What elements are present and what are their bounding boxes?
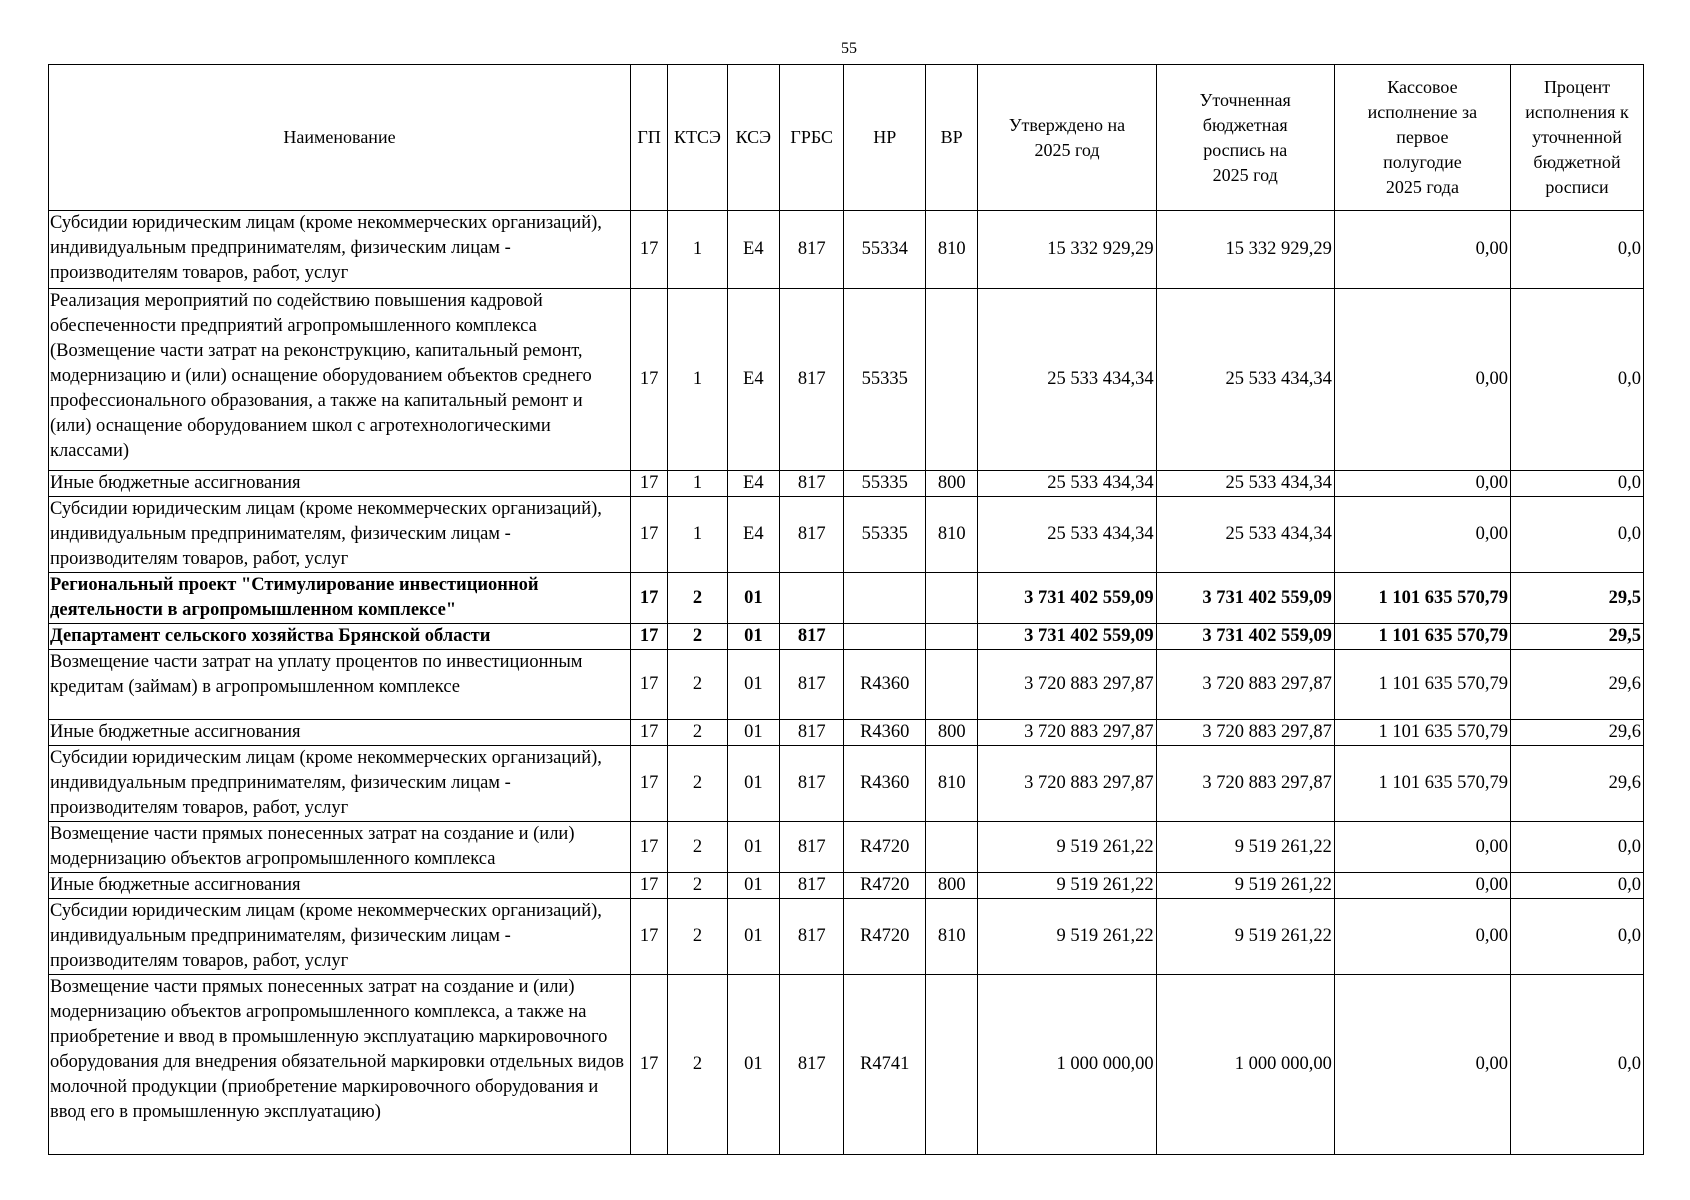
cell-cash: 0,00	[1334, 211, 1510, 289]
cell-kse: 01	[727, 899, 779, 975]
cell-vr: 810	[926, 497, 978, 573]
cell-percent: 0,0	[1511, 899, 1644, 975]
header-kse: КСЭ	[727, 65, 779, 211]
cell-name: Возмещение части прямых понесенных затрат на создание и (или) модернизацию объектов агропромышленного комплекса, а также на приобретение и ввод в промышленную эксплуатацию маркировочного оборудования для внедрения обязательной маркировки отдельных видов молочной продукции (приобретение маркировочного оборудования и ввод его в промышленную эксплуатацию)	[49, 975, 631, 1155]
cell-percent: 0,0	[1511, 497, 1644, 573]
cell-refined: 25 533 434,34	[1156, 497, 1334, 573]
cell-ktse: 2	[668, 624, 727, 650]
cell-vr: 800	[926, 471, 978, 497]
cell-nr: R4360	[844, 746, 926, 822]
table-row	[49, 975, 1644, 1155]
cell-kse: 01	[727, 746, 779, 822]
cell-cash: 0,00	[1334, 289, 1510, 471]
cell-approved: 3 720 883 297,87	[978, 720, 1156, 746]
cell-gp: 17	[631, 573, 668, 624]
cell-gp: 17	[631, 873, 668, 899]
cell-cash: 0,00	[1334, 471, 1510, 497]
cell-gp: 17	[631, 975, 668, 1155]
budget-table	[48, 64, 1644, 1155]
cell-vr: 810	[926, 746, 978, 822]
cell-nr: R4720	[844, 899, 926, 975]
cell-vr: 810	[926, 211, 978, 289]
cell-grbs: 817	[780, 289, 844, 471]
cell-cash: 0,00	[1334, 873, 1510, 899]
cell-name: Региональный проект "Стимулирование инвестиционной деятельности в агропромышленном комплексе"	[49, 573, 631, 624]
header-name: Наименование	[49, 65, 631, 211]
cell-kse: 01	[727, 720, 779, 746]
cell-ktse: 1	[668, 289, 727, 471]
cell-approved: 15 332 929,29	[978, 211, 1156, 289]
cell-refined: 3 720 883 297,87	[1156, 720, 1334, 746]
cell-gp: 17	[631, 211, 668, 289]
cell-kse: Е4	[727, 471, 779, 497]
table-row	[49, 497, 1644, 573]
cell-cash: 1 101 635 570,79	[1334, 624, 1510, 650]
cell-approved: 9 519 261,22	[978, 873, 1156, 899]
cell-kse: 01	[727, 573, 779, 624]
header-refined: Уточненная бюджетная роспись на 2025 год	[1156, 65, 1334, 211]
cell-approved: 3 720 883 297,87	[978, 746, 1156, 822]
cell-kse: 01	[727, 822, 779, 873]
cell-nr: R4741	[844, 975, 926, 1155]
table-row	[49, 720, 1644, 746]
cell-refined: 9 519 261,22	[1156, 899, 1334, 975]
cell-kse: 01	[727, 650, 779, 720]
cell-vr: 810	[926, 899, 978, 975]
cell-nr: R4360	[844, 650, 926, 720]
cell-nr: 55335	[844, 471, 926, 497]
cell-refined: 9 519 261,22	[1156, 873, 1334, 899]
header-approved: Утверждено на 2025 год	[978, 65, 1156, 211]
cell-ktse: 1	[668, 471, 727, 497]
cell-nr: 55335	[844, 497, 926, 573]
header-nr: НР	[844, 65, 926, 211]
cell-percent: 29,6	[1511, 746, 1644, 822]
cell-percent: 29,5	[1511, 624, 1644, 650]
cell-name: Департамент сельского хозяйства Брянской области	[49, 624, 631, 650]
cell-ktse: 1	[668, 211, 727, 289]
cell-name: Субсидии юридическим лицам (кроме некоммерческих организаций), индивидуальным предпринимателям, физическим лицам - производителям товаров, работ, услуг	[49, 899, 631, 975]
cell-refined: 9 519 261,22	[1156, 822, 1334, 873]
cell-approved: 3 731 402 559,09	[978, 573, 1156, 624]
cell-ktse: 2	[668, 899, 727, 975]
cell-gp: 17	[631, 650, 668, 720]
cell-grbs: 817	[780, 650, 844, 720]
cell-ktse: 2	[668, 975, 727, 1155]
cell-refined: 15 332 929,29	[1156, 211, 1334, 289]
cell-name: Возмещение части прямых понесенных затрат на создание и (или) модернизацию объектов агропромышленного комплекса	[49, 822, 631, 873]
cell-nr: R4720	[844, 822, 926, 873]
cell-refined: 25 533 434,34	[1156, 471, 1334, 497]
cell-gp: 17	[631, 720, 668, 746]
cell-name: Субсидии юридическим лицам (кроме некоммерческих организаций), индивидуальным предпринимателям, физическим лицам - производителям товаров, работ, услуг	[49, 211, 631, 289]
cell-percent: 0,0	[1511, 873, 1644, 899]
cell-cash: 1 101 635 570,79	[1334, 746, 1510, 822]
cell-approved: 25 533 434,34	[978, 471, 1156, 497]
cell-grbs: 817	[780, 471, 844, 497]
cell-refined: 3 720 883 297,87	[1156, 746, 1334, 822]
cell-approved: 9 519 261,22	[978, 822, 1156, 873]
cell-percent: 0,0	[1511, 289, 1644, 471]
cell-name: Субсидии юридическим лицам (кроме некоммерческих организаций), индивидуальным предпринимателям, физическим лицам - производителям товаров, работ, услуг	[49, 746, 631, 822]
table-row	[49, 211, 1644, 289]
page-number: 55	[841, 40, 857, 57]
cell-percent: 0,0	[1511, 822, 1644, 873]
cell-percent: 29,6	[1511, 720, 1644, 746]
header-percent: Процент исполнения к уточненной бюджетной росписи	[1511, 65, 1644, 211]
cell-vr	[926, 975, 978, 1155]
table-row	[49, 873, 1644, 899]
cell-grbs: 817	[780, 975, 844, 1155]
cell-ktse: 1	[668, 497, 727, 573]
header-cash: Кассовое исполнение за первое полугодие 2025 года	[1334, 65, 1510, 211]
cell-gp: 17	[631, 822, 668, 873]
table-row	[49, 573, 1644, 624]
cell-ktse: 2	[668, 650, 727, 720]
cell-gp: 17	[631, 289, 668, 471]
cell-vr	[926, 289, 978, 471]
cell-grbs: 817	[780, 746, 844, 822]
cell-kse: Е4	[727, 497, 779, 573]
cell-gp: 17	[631, 497, 668, 573]
cell-name: Субсидии юридическим лицам (кроме некоммерческих организаций), индивидуальным предпринимателям, физическим лицам - производителям товаров, работ, услуг	[49, 497, 631, 573]
cell-cash: 1 101 635 570,79	[1334, 720, 1510, 746]
cell-cash: 1 101 635 570,79	[1334, 650, 1510, 720]
cell-percent: 0,0	[1511, 211, 1644, 289]
cell-approved: 25 533 434,34	[978, 497, 1156, 573]
table-row	[49, 650, 1644, 720]
cell-name: Возмещение части затрат на уплату процентов по инвестиционным кредитам (займам) в агропромышленном комплексе	[49, 650, 631, 720]
cell-nr: R4720	[844, 873, 926, 899]
cell-refined: 1 000 000,00	[1156, 975, 1334, 1155]
cell-nr: 55334	[844, 211, 926, 289]
cell-grbs: 817	[780, 822, 844, 873]
header-gp: ГП	[631, 65, 668, 211]
cell-ktse: 2	[668, 720, 727, 746]
table-row	[49, 822, 1644, 873]
cell-percent: 29,5	[1511, 573, 1644, 624]
cell-approved: 1 000 000,00	[978, 975, 1156, 1155]
table-row	[49, 746, 1644, 822]
cell-percent: 0,0	[1511, 471, 1644, 497]
cell-approved: 9 519 261,22	[978, 899, 1156, 975]
table-body	[49, 211, 1644, 1155]
table-row	[49, 471, 1644, 497]
cell-cash: 0,00	[1334, 899, 1510, 975]
cell-cash: 1 101 635 570,79	[1334, 573, 1510, 624]
cell-kse: 01	[727, 873, 779, 899]
table-row	[49, 289, 1644, 471]
cell-name: Иные бюджетные ассигнования	[49, 873, 631, 899]
cell-grbs: 817	[780, 624, 844, 650]
cell-refined: 25 533 434,34	[1156, 289, 1334, 471]
cell-nr: 55335	[844, 289, 926, 471]
cell-refined: 3 720 883 297,87	[1156, 650, 1334, 720]
cell-gp: 17	[631, 746, 668, 822]
cell-ktse: 2	[668, 873, 727, 899]
cell-name: Иные бюджетные ассигнования	[49, 471, 631, 497]
cell-ktse: 2	[668, 573, 727, 624]
cell-approved: 25 533 434,34	[978, 289, 1156, 471]
header-grbs: ГРБС	[780, 65, 844, 211]
cell-grbs: 817	[780, 873, 844, 899]
cell-grbs: 817	[780, 720, 844, 746]
cell-percent: 29,6	[1511, 650, 1644, 720]
cell-kse: 01	[727, 624, 779, 650]
cell-gp: 17	[631, 624, 668, 650]
header-vr: ВР	[926, 65, 978, 211]
cell-kse: Е4	[727, 211, 779, 289]
cell-name: Реализация мероприятий по содействию повышения кадровой обеспеченности предприятий агропромышленного комплекса (Возмещение части затрат на реконструкцию, капитальный ремонт, модернизацию и (или) оснащение оборудованием объектов среднего профессионального образования, а также на капитальный ремонт и (или) оснащение оборудованием школ с агротехнологическими классами)	[49, 289, 631, 471]
cell-approved: 3 731 402 559,09	[978, 624, 1156, 650]
cell-gp: 17	[631, 471, 668, 497]
cell-grbs: 817	[780, 497, 844, 573]
cell-gp: 17	[631, 899, 668, 975]
table-row	[49, 899, 1644, 975]
cell-percent: 0,0	[1511, 975, 1644, 1155]
table-row	[49, 624, 1644, 650]
cell-ktse: 2	[668, 746, 727, 822]
cell-grbs: 817	[780, 899, 844, 975]
cell-kse: Е4	[727, 289, 779, 471]
header-ktse: КТСЭ	[668, 65, 727, 211]
cell-refined: 3 731 402 559,09	[1156, 624, 1334, 650]
header-row	[49, 65, 1644, 211]
cell-cash: 0,00	[1334, 497, 1510, 573]
cell-name: Иные бюджетные ассигнования	[49, 720, 631, 746]
cell-nr	[844, 573, 926, 624]
cell-nr: R4360	[844, 720, 926, 746]
cell-nr	[844, 624, 926, 650]
cell-approved: 3 720 883 297,87	[978, 650, 1156, 720]
cell-vr	[926, 624, 978, 650]
cell-grbs: 817	[780, 211, 844, 289]
cell-grbs	[780, 573, 844, 624]
cell-cash: 0,00	[1334, 822, 1510, 873]
cell-cash: 0,00	[1334, 975, 1510, 1155]
cell-ktse: 2	[668, 822, 727, 873]
cell-vr	[926, 573, 978, 624]
cell-vr	[926, 822, 978, 873]
cell-vr: 800	[926, 873, 978, 899]
cell-vr	[926, 650, 978, 720]
cell-refined: 3 731 402 559,09	[1156, 573, 1334, 624]
cell-kse: 01	[727, 975, 779, 1155]
cell-vr: 800	[926, 720, 978, 746]
